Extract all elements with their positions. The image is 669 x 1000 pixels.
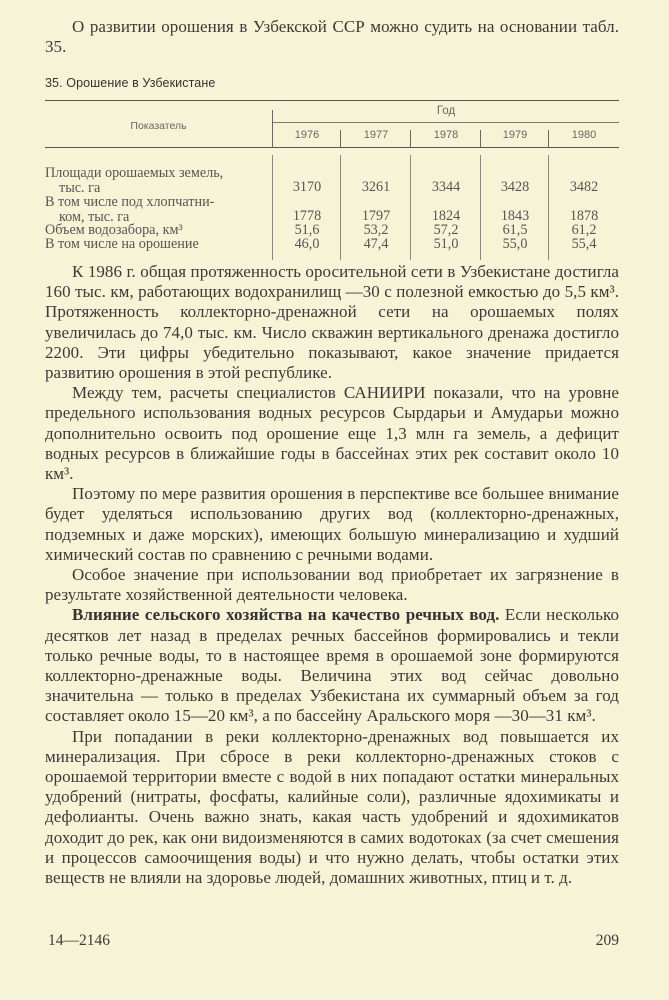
page-number: 209	[595, 932, 619, 949]
table-cell: 57,2	[433, 222, 459, 238]
row-label	[45, 166, 270, 195]
table-cell: 47,4	[363, 236, 389, 252]
row-label-line: Объем водозабора, км³	[45, 222, 183, 238]
year-header: 1977	[363, 129, 389, 141]
row-label-line: тыс. га	[59, 179, 101, 196]
row-label-line: В том числе под хлопчатни-	[45, 194, 215, 210]
table-cell: 61,5	[502, 222, 528, 238]
row-label	[45, 237, 270, 252]
table-top-rule	[45, 100, 619, 101]
table-cell: 3261	[361, 179, 391, 195]
table-cell: 1778	[292, 208, 322, 224]
table-cell: 55,0	[502, 236, 528, 252]
paragraph-text: Если несколько десятков лет назад в пределах речных бассейнов формировались и текли только речные воды, то в настоящее время в орошаемой зоне формируются коллекторно-дренажные воды. Величина этих вод сейчас довольно значительна — только в пределах Узбекистана их суммарный объем за год составляет около 15—20 км³, а по бассейну Аральского моря —30—31 км³.	[45, 605, 619, 726]
table-cell: 51,6	[294, 222, 320, 238]
table-cell: 53,2	[363, 222, 389, 238]
table-cell: 1843	[500, 208, 530, 224]
row-label-line: В том числе на орошение	[45, 236, 199, 252]
row-label-line: ком, тыс. га	[59, 208, 130, 225]
paragraph: К 1986 г. общая протяженность оросительной сети в Узбекистане достигла 160 тыс. км, работающих водохранилищ —30 с полезной емкостью до 5,5 км³. Протяженность коллекторно-дренажной сети на орошаемых полях увеличилась до 74,0 тыс. км. Число скважин вертикального дренажа достигло 2200. Эти цифры убедительно показывают, какое значение придается развитию орошения в этой республике.	[45, 262, 619, 383]
table-caption: 35. Орошение в Узбекистане	[45, 76, 216, 90]
table-cell: 3170	[292, 179, 322, 195]
paragraph: При попадании в реки коллекторно-дренажных вод повышается их минерализация. При сбросе в реки коллекторно-дренажных стоков с орошаемой территории вместе с водой в них попадают остатки минеральных удобрений (нитраты, фосфаты, калийные соли), различные ядохимикаты и дефолианты. Очень важно знать, какая часть удобрений и ядохимикатов доходит до рек, как они видоизменяются в самих водотоках (за счет смешения и процессов самоочищения воды) и что нужно делать, чтобы остатки этих веществ не влияли на здоровье людей, домашних животных, птиц и т. д.	[45, 726, 619, 888]
table-cell: 55,4	[571, 236, 597, 252]
printer-signature: 14—2146	[48, 932, 110, 949]
irrigation-table	[45, 100, 619, 260]
table-cell: 1824	[431, 208, 461, 224]
header-indicator: Показатель	[130, 120, 187, 132]
paragraph: Особое значение при использовании вод приобретает их загрязнение в результате хозяйственной деятельности человека.	[45, 565, 619, 605]
header-year: Год	[436, 105, 456, 117]
table-cell: 1878	[569, 208, 599, 224]
run-in-heading: Влияние сельского хозяйства на качество речных вод.	[72, 605, 500, 625]
row-label-line: Площади орошаемых земель,	[45, 165, 224, 181]
header-bottom-rule	[45, 147, 619, 148]
body-text	[45, 262, 619, 888]
table-cell: 3428	[500, 179, 530, 195]
year-group-rule	[272, 122, 619, 123]
table-cell: 3482	[569, 179, 599, 195]
table-cell: 3344	[431, 179, 461, 195]
row-label	[45, 195, 270, 224]
table-cell: 51,0	[433, 236, 459, 252]
paragraph: Между тем, расчеты специалистов САНИИРИ показали, что на уровне предельного использования водных ресурсов Сырдарьи и Амударьи можно дополнительно освоить под орошение еще 1,3 млн га земель, а дефицит водных ресурсов в ближайшие годы в бассейнах этих рек составит около 10 км³.	[45, 383, 619, 484]
year-header: 1976	[294, 129, 320, 141]
table-cell: 1797	[361, 208, 391, 224]
body-divider	[410, 155, 411, 260]
col-divider	[410, 130, 411, 147]
table-cell: 61,2	[571, 222, 597, 238]
table-cell: 46,0	[294, 236, 320, 252]
paragraph: Поэтому по мере развития орошения в перспективе все большее внимание будет уделяться использованию других вод (коллекторно-дренажных, подземных и даже морских), имеющих большую минерализацию и худший химический состав по сравнению с речными водами.	[45, 484, 619, 564]
year-header: 1979	[502, 129, 528, 141]
paragraph-with-heading	[45, 605, 619, 726]
year-header: 1978	[433, 129, 459, 141]
year-header: 1980	[571, 129, 597, 141]
intro-paragraph: О развитии орошения в Узбекской ССР можно судить на основании табл. 35.	[45, 17, 619, 57]
